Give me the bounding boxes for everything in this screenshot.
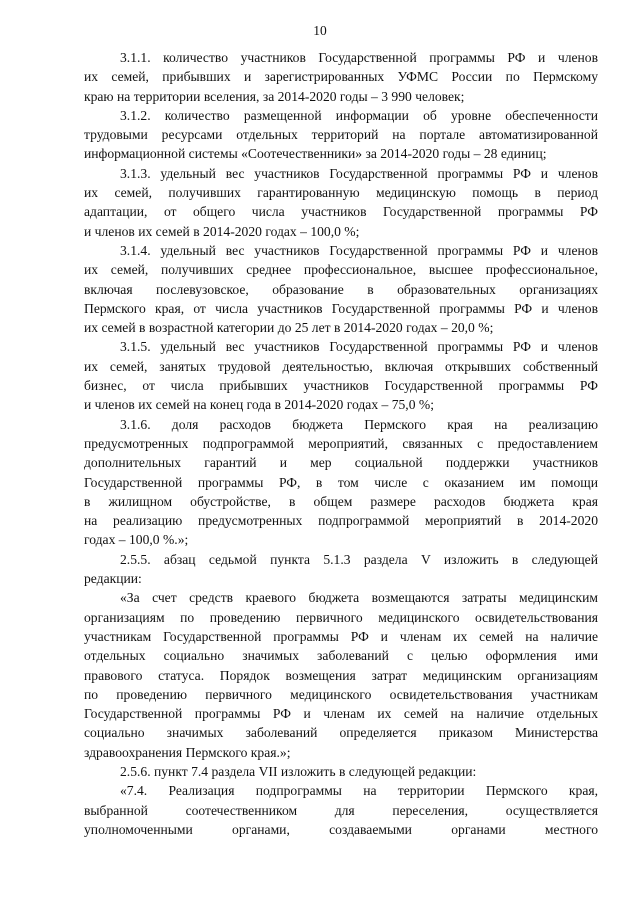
text-line: их семей, занятых трудовой деятельностью, включая открывших собственный [84, 358, 598, 374]
text-line: на реализацию предусмотренных подпрограммой мероприятий в 2014-2020 [84, 513, 598, 529]
paragraph-item-3-1-4 [84, 241, 598, 337]
text-line: их семей в возрастной категории до 25 лет в 2014-2020 годах – 20,0 %; [84, 320, 494, 336]
text-line: Государственной программы РФ, в том числе с оказанием им помощи [84, 474, 598, 490]
text-line: выбранной соотечественником для переселения, осуществляется [84, 802, 598, 818]
paragraph-item-3-1-5 [84, 337, 598, 414]
page-number: 10 [313, 23, 327, 38]
text-line: их семей, прибывших и зарегистрированных УФМС России по Пермскому [84, 69, 598, 85]
text-line: трудовыми ресурсами отдельных территорий на портале автоматизированной [84, 127, 598, 143]
text-line: бизнес, от числа прибывших участников Государственной программы РФ [84, 378, 598, 394]
paragraph-item-3-1-2 [84, 106, 598, 164]
paragraph-item-3-1-1 [84, 48, 598, 106]
text-line: предусмотренных подпрограммой мероприятий, связанных с предоставлением [84, 435, 598, 451]
text-line: «7.4. Реализация подпрограммы на территории Пермского края, [120, 783, 598, 799]
text-line: их семей, получивших гарантированную медицинскую помощь в период [84, 185, 598, 201]
text-line: здравоохранения Пермского края.»; [84, 744, 291, 760]
paragraph-item-3-1-6 [84, 415, 598, 550]
paragraph-item-2-5-5 [84, 550, 598, 589]
text-line: участникам Государственной программы РФ и членам их семей на наличие [84, 628, 598, 644]
text-line: и членов их семей в 2014-2020 годах – 100,0 %; [84, 223, 360, 239]
text-line: годах – 100,0 %.»; [84, 532, 189, 548]
text-line: отдельных социально значимых заболеваний с целью оформления ими [84, 648, 598, 664]
text-line: 3.1.6. доля расходов бюджета Пермского края на реализацию [120, 416, 598, 432]
text-line: Пермского края, от числа участников Государственной программы РФ и членов [84, 300, 598, 316]
paragraph-quote-7-4 [84, 781, 598, 839]
text-line: информационной системы «Соотечественники» за 2014-2020 годы – 28 единиц; [84, 146, 547, 162]
text-line: адаптации, от общего числа участников Государственной программы РФ [84, 204, 598, 220]
paragraph-quote-5-1-3 [84, 588, 598, 762]
text-line: Государственной программы РФ и членам их семей на наличие отдельных [84, 706, 598, 722]
text-line: и членов их семей на конец года в 2014-2020 годах – 75,0 %; [84, 397, 435, 413]
text-line: 2.5.5. абзац седьмой пункта 5.1.3 раздела V изложить в следующей [120, 551, 598, 567]
text-line: организациям по проведению первичного медицинского освидетельствования [84, 609, 598, 625]
text-line: 3.1.1. количество участников Государственной программы РФ и членов [120, 50, 598, 65]
text-line: социально значимых заболеваний определяется приказом Министерства [84, 725, 598, 741]
text-line: редакции: [84, 571, 142, 587]
text-line: включая послевузовское, образование в образовательных организациях [84, 281, 598, 297]
text-line: уполномоченными органами, создаваемыми органами местного [84, 821, 598, 837]
text-line: 3.1.3. удельный вес участников Государственной программы РФ и членов [120, 165, 598, 181]
text-line: 3.1.4. удельный вес участников Государственной программы РФ и членов [120, 242, 598, 258]
text-line: «За счет средств краевого бюджета возмещаются затраты медицинским [120, 590, 598, 606]
paragraph-item-3-1-3 [84, 164, 598, 241]
text-line: краю на территории вселения, за 2014-2020 годы – 3 990 человек; [84, 88, 465, 104]
text-line: в жилищном обустройстве, в общем размере расходов бюджета края [84, 493, 598, 509]
text-line: их семей, получивших среднее профессиональное, высшее профессиональное, [84, 262, 598, 278]
text-line: правового статуса. Порядок возмещения затрат медицинским организациям [84, 667, 598, 683]
paragraph-item-2-5-6 [84, 762, 598, 781]
text-line: 2.5.6. пункт 7.4 раздела VII изложить в следующей редакции: [120, 763, 477, 779]
text-line: дополнительных гарантий и мер социальной поддержки участников [84, 455, 598, 471]
text-line: по проведению первичного медицинского освидетельствования участникам [84, 686, 598, 702]
text-line: 3.1.2. количество размещенной информации об уровне обеспеченности [120, 107, 598, 123]
document-body [84, 48, 598, 839]
text-line: 3.1.5. удельный вес участников Государственной программы РФ и членов [120, 339, 598, 355]
